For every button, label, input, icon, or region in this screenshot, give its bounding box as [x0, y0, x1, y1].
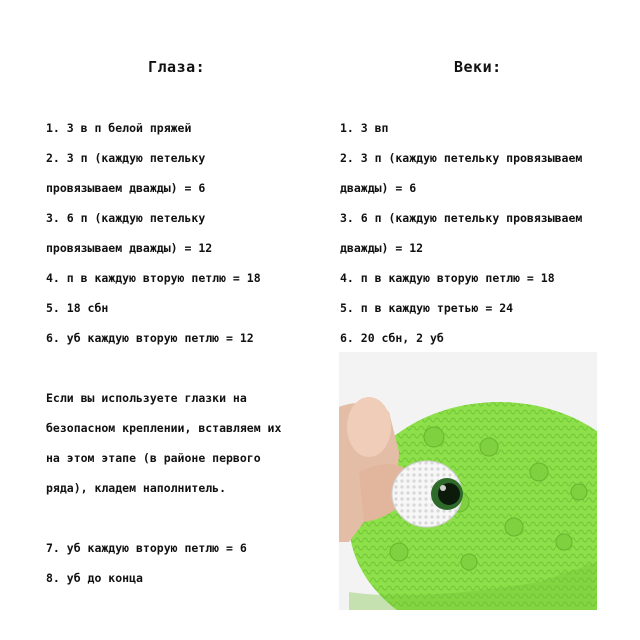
step-line: 2. 3 п (каждую петельку	[46, 151, 206, 165]
note-line: Если вы используете глазки на	[46, 391, 247, 405]
note-line: ряда), кладем наполнитель.	[46, 481, 227, 495]
note-line: безопасном креплении, вставляем их	[46, 421, 282, 435]
photo-illustration	[339, 352, 597, 610]
safety-eyes-note	[46, 388, 316, 508]
fingertip	[347, 397, 391, 457]
step-line: 5. п в каждую третью = 24	[340, 301, 514, 315]
step-line: 6. 20 сбн, 2 уб	[340, 331, 444, 345]
step-line: 2. 3 п (каждую петельку провязываем	[340, 151, 583, 165]
step-line: 3. 6 п (каждую петельку	[46, 211, 206, 225]
eyes-final-steps	[46, 538, 336, 598]
step-line: 1. 3 вп	[340, 121, 389, 135]
step-line: 3. 6 п (каждую петельку провязываем	[340, 211, 583, 225]
step-line: провязываем дважды) = 6	[46, 181, 206, 195]
eye-highlight	[440, 485, 446, 491]
step-line: провязываем дважды) = 12	[46, 241, 213, 255]
step-line: 1. 3 в п белой пряжей	[46, 121, 192, 135]
eyes-steps	[46, 118, 336, 358]
step-line: дважды) = 6	[340, 181, 417, 195]
eyelids-heading: Веки:	[454, 58, 502, 76]
step-line: 6. уб каждую вторую петлю = 12	[46, 331, 254, 345]
note-line: на этом этапе (в районе первого	[46, 451, 261, 465]
step-line: 4. п в каждую вторую петлю = 18	[340, 271, 555, 285]
eyes-heading: Глаза:	[148, 58, 206, 76]
step-line: 4. п в каждую вторую петлю = 18	[46, 271, 261, 285]
eyelids-steps	[340, 118, 630, 358]
step-line: 5. 18 сбн	[46, 301, 109, 315]
step-line: 8. уб до конца	[46, 571, 143, 585]
step-line: 7. уб каждую вторую петлю = 6	[46, 541, 247, 555]
crochet-eye-photo	[339, 352, 597, 610]
step-line: дважды) = 12	[340, 241, 424, 255]
